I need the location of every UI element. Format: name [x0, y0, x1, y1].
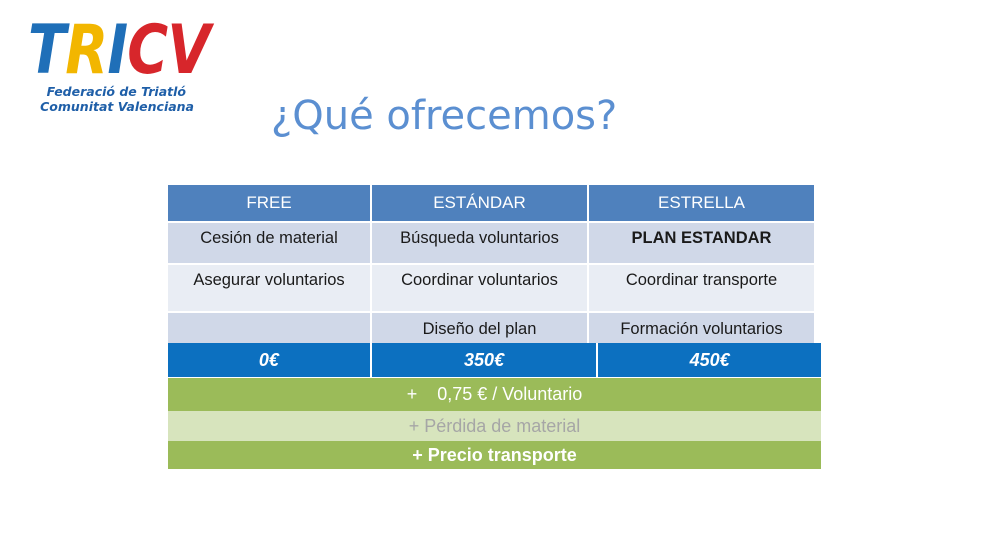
- table-cell: Diseño del plan: [371, 312, 588, 345]
- table-cell: Cesión de material: [168, 222, 371, 264]
- header-estandar: ESTÁNDAR: [371, 185, 588, 222]
- tricv-logo: [24, 11, 210, 116]
- extra-voluntario-cost: + 0,75 € / Voluntario: [168, 378, 821, 411]
- price-estrella: 450€: [689, 349, 730, 370]
- logo-org-line2: Comunitat Valenciana: [40, 99, 194, 114]
- table-row: [168, 264, 814, 312]
- table-row: [168, 312, 814, 345]
- table-cell: Búsqueda voluntarios: [371, 222, 588, 264]
- table-cell: Coordinar transporte: [588, 264, 814, 312]
- header-estrella: ESTRELLA: [588, 185, 814, 222]
- table-cell: [168, 312, 371, 345]
- page-title: ¿Qué ofrecemos?: [271, 93, 618, 139]
- price-free: 0€: [168, 343, 372, 377]
- table-cell: PLAN ESTANDAR: [588, 222, 814, 264]
- logo-org-name: [24, 84, 194, 114]
- extras-list: [168, 378, 821, 469]
- logo-wordmark: TRICV: [28, 11, 210, 90]
- plans-header-row: [168, 185, 814, 222]
- table-cell: Formación voluntarios: [588, 312, 814, 345]
- header-free: FREE: [168, 185, 371, 222]
- table-cell: Coordinar voluntarios: [371, 264, 588, 312]
- plans-table: [168, 185, 814, 345]
- table-cell: Asegurar voluntarios: [168, 264, 371, 312]
- logo-org-line1: Federació de Triatló: [46, 84, 186, 99]
- extra-precio-transporte: + Precio transporte: [168, 441, 821, 469]
- price-estandar: 350€: [372, 343, 599, 377]
- price-row: [168, 343, 821, 377]
- table-row: [168, 222, 814, 264]
- extra-perdida-material: + Pérdida de material: [168, 411, 821, 441]
